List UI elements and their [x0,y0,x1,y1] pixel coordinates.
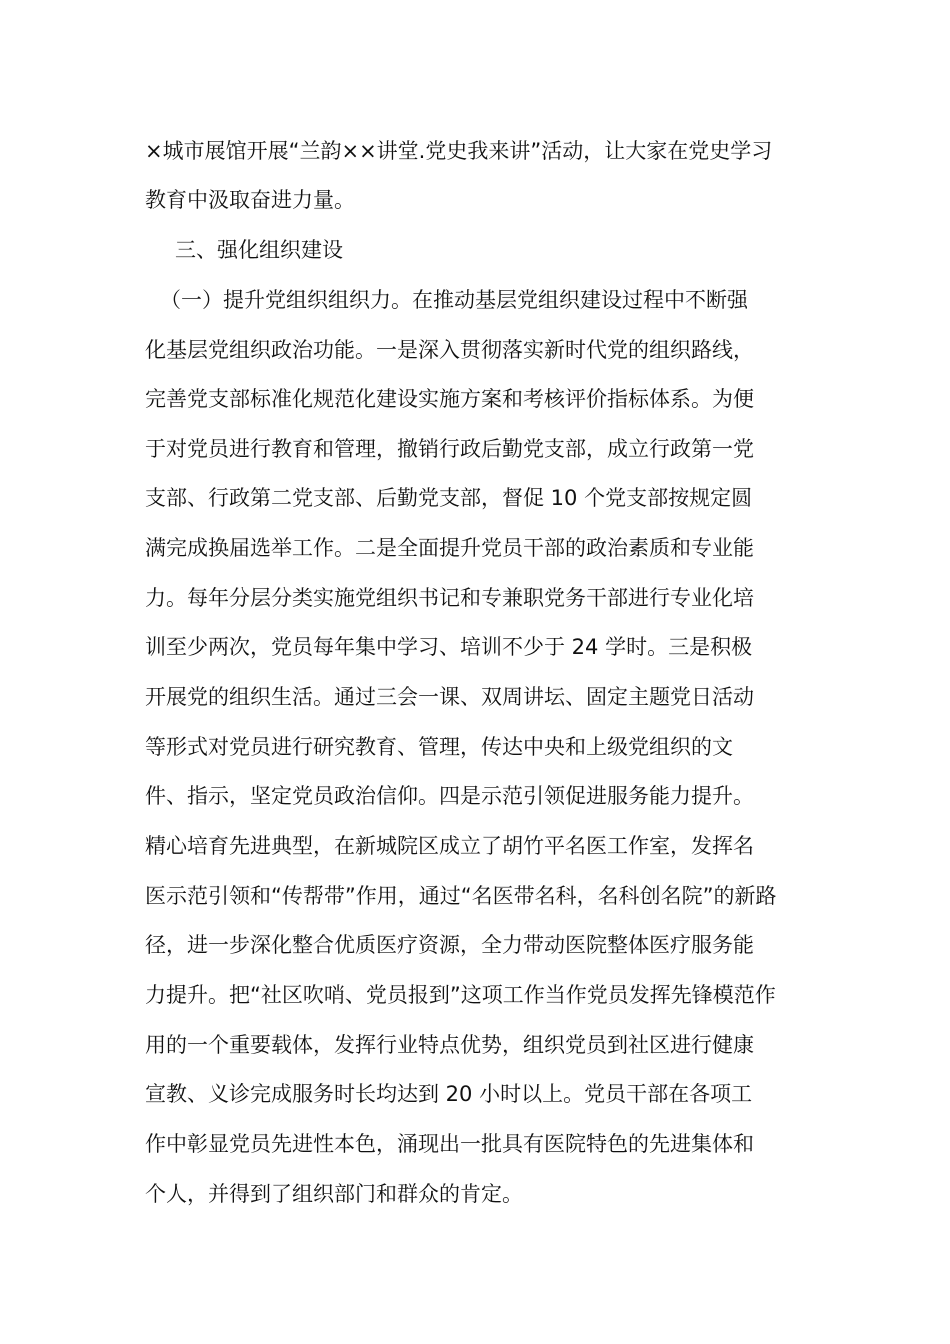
text-line: 个人，并得到了组织部门和群众的肯定。 [145,1182,523,1206]
text-line: 于对党员进行教育和管理，撤销行政后勤党支部，成立行政第一党 [145,437,754,461]
text-line: 力提升。把“社区吹哨、党员报到”这项工作当作党员发挥先锋模范作 [145,983,776,1007]
text-line: 教育中汲取奋进力量。 [145,188,355,212]
text-line: 化基层党组织政治功能。一是深入贯彻落实新时代党的组织路线， [145,338,754,362]
text-line: 支部、行政第二党支部、后勤党支部，督促 10 个党支部按规定圆 [145,486,753,510]
text-line: 开展党的组织生活。通过三会一课、双周讲坛、固定主题党日活动 [145,685,754,709]
subsection-heading: （一）提升党组织组织力。在推动基层党组织建设过程中不断强 [160,288,748,312]
text-line: 宣教、义诊完成服务时长均达到 20 小时以上。党员干部在各项工 [145,1082,753,1106]
text-line: 作中彰显党员先进性本色，涌现出一批具有医院特色的先进集体和 [145,1132,754,1156]
text-line: 用的一个重要载体，发挥行业特点优势，组织党员到社区进行健康 [145,1033,754,1057]
text-line: 训至少两次，党员每年集中学习、培训不少于 24 学时。三是积极 [145,635,753,659]
text-line: 精心培育先进典型，在新城院区成立了胡竹平名医工作室，发挥名 [145,834,754,858]
text-line: 力。每年分层分类实施党组织书记和专兼职党务干部进行专业化培 [145,586,754,610]
text-line: 件、指示，坚定党员政治信仰。四是示范引领促进服务能力提升。 [145,784,754,808]
text-line: ×城市展馆开展“兰韵××讲堂.党史我来讲”活动，让大家在党史学习 [145,139,773,163]
text-line: 完善党支部标准化规范化建设实施方案和考核评价指标体系。为便 [145,387,754,411]
text-line: 等形式对党员进行研究教育、管理，传达中央和上级党组织的文 [145,735,733,759]
text-line: 满完成换届选举工作。二是全面提升党员干部的政治素质和专业能 [145,536,754,560]
section-heading: 三、强化组织建设 [175,238,343,262]
text-line: 径，进一步深化整合优质医疗资源，全力带动医院整体医疗服务能 [145,933,754,957]
text-line: 医示范引领和“传帮带”作用，通过“名医带名科，名科创名院”的新路 [145,884,777,908]
